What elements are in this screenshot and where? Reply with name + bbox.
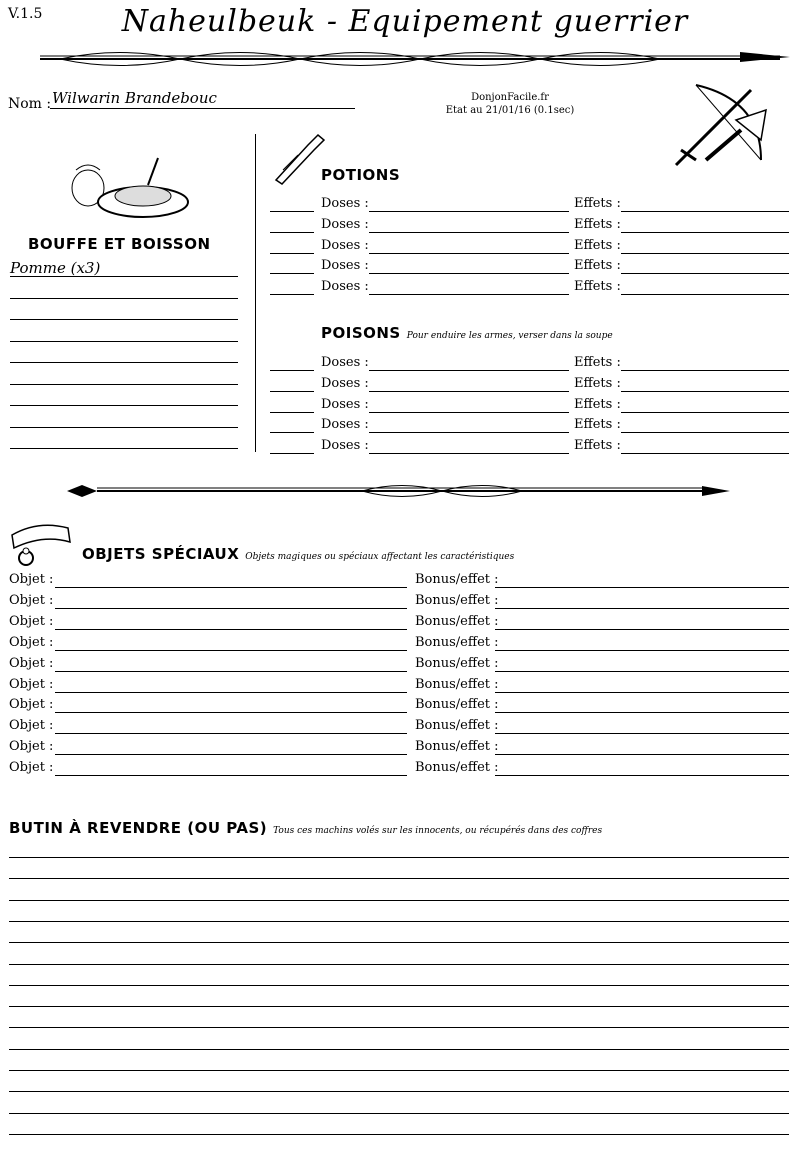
source-status: Etat au 21/01/16 (0.1sec) — [445, 105, 575, 116]
source-info — [430, 91, 590, 117]
loot-line[interactable] — [9, 1006, 789, 1007]
quantity-line[interactable] — [270, 253, 314, 254]
food-item[interactable]: Pomme (x3) — [10, 259, 101, 277]
effets-line[interactable] — [621, 253, 789, 254]
quantity-line[interactable] — [270, 273, 314, 274]
doses-label: Doses : — [321, 237, 369, 253]
bonus-label: Bonus/effet : — [415, 718, 499, 734]
objet-label: Objet : — [9, 760, 54, 776]
food-line[interactable] — [10, 448, 238, 449]
loot-line[interactable] — [9, 900, 789, 901]
effets-line[interactable] — [621, 211, 789, 212]
staff-divider-illustration — [62, 480, 732, 502]
loot-line[interactable] — [9, 964, 789, 965]
objet-line[interactable] — [55, 608, 407, 609]
objet-line[interactable] — [55, 775, 407, 776]
effets-label: Effets : — [574, 258, 621, 274]
effets-line[interactable] — [621, 294, 789, 295]
potion-bottle-illustration — [268, 130, 328, 185]
loot-line[interactable] — [9, 1027, 789, 1028]
poisons-heading — [321, 324, 613, 342]
source-site: DonjonFacile.fr — [471, 92, 549, 103]
food-line[interactable] — [10, 362, 238, 363]
objet-line[interactable] — [55, 629, 407, 630]
effets-label: Effets : — [574, 216, 621, 232]
loot-line[interactable] — [9, 985, 789, 986]
effets-line[interactable] — [621, 432, 789, 433]
bonus-line[interactable] — [495, 587, 789, 588]
loot-line[interactable] — [9, 857, 789, 858]
special-objects-title: OBJETS SPÉCIAUX — [82, 545, 240, 563]
doses-label: Doses : — [321, 438, 369, 454]
objet-line[interactable] — [55, 671, 407, 672]
loot-title: BUTIN À REVENDRE (OU PAS) — [9, 819, 268, 837]
quantity-line[interactable] — [270, 232, 314, 233]
effets-label: Effets : — [574, 417, 621, 433]
objet-label: Objet : — [9, 697, 54, 713]
objet-label: Objet : — [9, 739, 54, 755]
quantity-line[interactable] — [270, 370, 314, 371]
bonus-line[interactable] — [495, 692, 789, 693]
quantity-line[interactable] — [270, 432, 314, 433]
bonus-line[interactable] — [495, 754, 789, 755]
bonus-label: Bonus/effet : — [415, 613, 499, 629]
name-value[interactable]: Wilwarin Brandebouc — [52, 89, 217, 107]
column-divider — [255, 134, 256, 452]
bonus-label: Bonus/effet : — [415, 572, 499, 587]
special-objects-heading — [82, 545, 514, 563]
bonus-label: Bonus/effet : — [415, 634, 499, 650]
special-objects-note: Objets magiques ou spéciaux affectant les caractéristiques — [245, 552, 515, 562]
bonus-label: Bonus/effet : — [415, 655, 499, 671]
page-title: Naheulbeuk - Equipement guerrier — [121, 4, 689, 39]
quantity-line[interactable] — [270, 294, 314, 295]
doses-line[interactable] — [369, 432, 569, 433]
doses-line[interactable] — [369, 412, 569, 413]
loot-line[interactable] — [9, 942, 789, 943]
doses-line[interactable] — [369, 211, 569, 212]
food-line[interactable] — [10, 405, 238, 406]
weapons-illustration — [666, 80, 776, 170]
food-line[interactable] — [10, 384, 238, 385]
food-illustration — [68, 150, 193, 220]
objet-label: Objet : — [9, 676, 54, 692]
effets-line[interactable] — [621, 232, 789, 233]
objet-line[interactable] — [55, 712, 407, 713]
doses-label: Doses : — [321, 216, 369, 232]
poisons-note: Pour enduire les armes, verser dans la soupe — [406, 331, 613, 341]
scroll-ring-illustration — [8, 520, 80, 570]
objet-label: Objet : — [9, 634, 54, 650]
effets-label: Effets : — [574, 237, 621, 253]
quantity-line[interactable] — [270, 453, 314, 454]
effets-line[interactable] — [621, 412, 789, 413]
potions-heading: POTIONS — [321, 166, 401, 184]
name-line — [50, 108, 355, 109]
bonus-line[interactable] — [495, 608, 789, 609]
food-line[interactable] — [10, 427, 238, 428]
version-label: V.1.5 — [8, 6, 43, 22]
bonus-label: Bonus/effet : — [415, 592, 499, 608]
food-line[interactable] — [10, 319, 238, 320]
effets-line[interactable] — [621, 391, 789, 392]
loot-line[interactable] — [9, 921, 789, 922]
loot-line[interactable] — [9, 1134, 789, 1135]
loot-line[interactable] — [9, 1049, 789, 1050]
effets-line[interactable] — [621, 273, 789, 274]
loot-line[interactable] — [9, 878, 789, 879]
bonus-line[interactable] — [495, 629, 789, 630]
loot-line[interactable] — [9, 1070, 789, 1071]
loot-line[interactable] — [9, 1113, 789, 1114]
objet-line[interactable] — [55, 692, 407, 693]
quantity-line[interactable] — [270, 211, 314, 212]
poisons-title: POISONS — [321, 324, 401, 342]
quantity-line[interactable] — [270, 391, 314, 392]
bonus-line[interactable] — [495, 733, 789, 734]
food-line[interactable] — [10, 298, 238, 299]
doses-line[interactable] — [369, 370, 569, 371]
objet-label: Objet : — [9, 718, 54, 734]
doses-label: Doses : — [321, 355, 369, 370]
effets-label: Effets : — [574, 375, 621, 391]
bonus-label: Bonus/effet : — [415, 739, 499, 755]
doses-line[interactable] — [369, 232, 569, 233]
objet-line[interactable] — [55, 754, 407, 755]
doses-line[interactable] — [369, 453, 569, 454]
doses-label: Doses : — [321, 375, 369, 391]
loot-heading — [9, 819, 602, 837]
food-heading: BOUFFE ET BOISSON — [28, 235, 211, 253]
effets-line[interactable] — [621, 370, 789, 371]
loot-note: Tous ces machins volés sur les innocents, ou récupérés dans des coffres — [273, 826, 603, 836]
doses-line[interactable] — [369, 294, 569, 295]
doses-label: Doses : — [321, 196, 369, 211]
effets-label: Effets : — [574, 196, 621, 211]
sword-banner-illustration — [40, 44, 792, 74]
bonus-line[interactable] — [495, 775, 789, 776]
bonus-line[interactable] — [495, 671, 789, 672]
bonus-label: Bonus/effet : — [415, 676, 499, 692]
objet-line[interactable] — [55, 733, 407, 734]
bonus-line[interactable] — [495, 712, 789, 713]
doses-line[interactable] — [369, 253, 569, 254]
food-line[interactable] — [10, 341, 238, 342]
effets-label: Effets : — [574, 396, 621, 412]
bonus-line[interactable] — [495, 650, 789, 651]
objet-label: Objet : — [9, 613, 54, 629]
bonus-label: Bonus/effet : — [415, 697, 499, 713]
objet-label: Objet : — [9, 572, 54, 587]
doses-label: Doses : — [321, 417, 369, 433]
doses-label: Doses : — [321, 396, 369, 412]
bonus-label: Bonus/effet : — [415, 760, 499, 776]
effets-line[interactable] — [621, 453, 789, 454]
doses-label: Doses : — [321, 279, 369, 295]
objet-label: Objet : — [9, 655, 54, 671]
objet-line[interactable] — [55, 650, 407, 651]
effets-label: Effets : — [574, 279, 621, 295]
doses-line[interactable] — [369, 273, 569, 274]
effets-label: Effets : — [574, 355, 621, 370]
objet-label: Objet : — [9, 592, 54, 608]
name-label: Nom : — [8, 96, 52, 112]
loot-line[interactable] — [9, 1091, 789, 1092]
doses-line[interactable] — [369, 391, 569, 392]
effets-label: Effets : — [574, 438, 621, 454]
objet-line[interactable] — [55, 587, 407, 588]
doses-label: Doses : — [321, 258, 369, 274]
quantity-line[interactable] — [270, 412, 314, 413]
